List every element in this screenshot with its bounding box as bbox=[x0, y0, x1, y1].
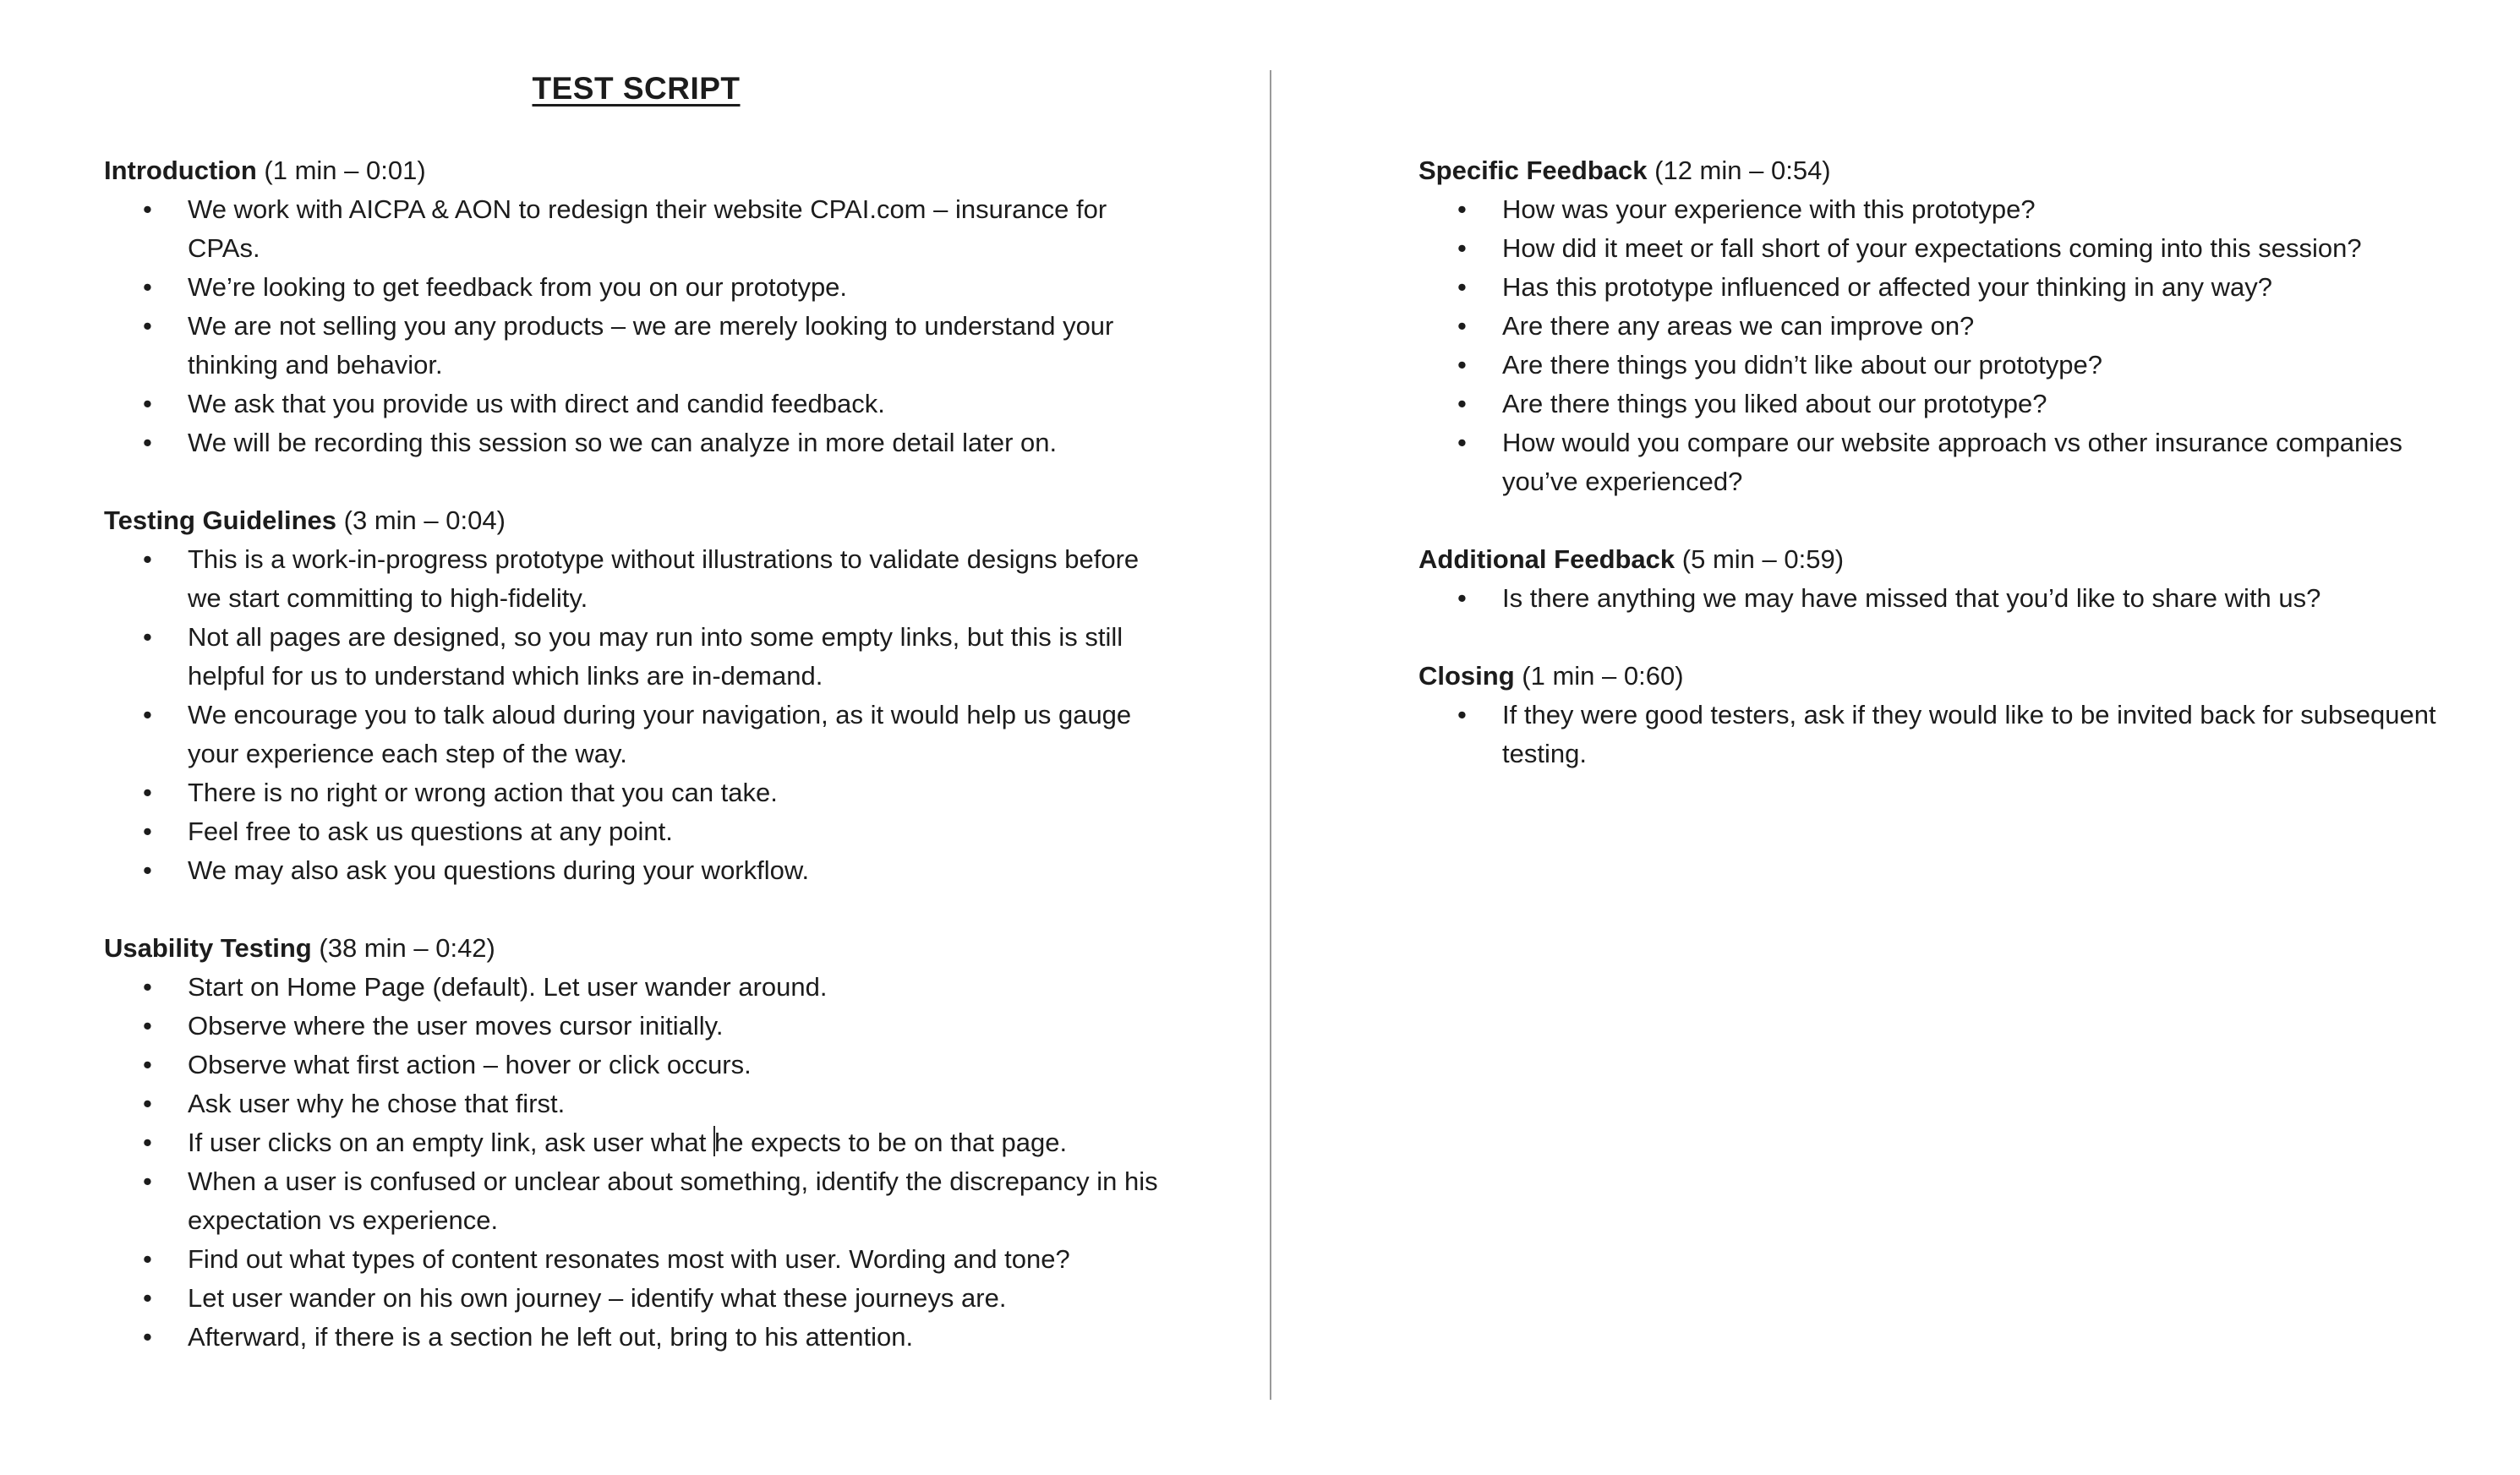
bullet-icon: • bbox=[143, 778, 152, 807]
bullet-text: Feel free to ask us questions at any point. bbox=[188, 817, 673, 846]
bullet-item bbox=[104, 812, 1168, 851]
bullet-icon: • bbox=[143, 855, 152, 885]
bullet-text: How was your experience with this prototype? bbox=[1502, 194, 2036, 224]
section-heading-timing: (5 min – 0:59) bbox=[1681, 544, 1845, 574]
bullet-icon: • bbox=[1457, 700, 1467, 729]
bullet-text: There is no right or wrong action that you can take. bbox=[188, 778, 778, 807]
bullet-list bbox=[1419, 190, 2467, 501]
bullet-item bbox=[104, 1279, 1168, 1318]
bullet-item bbox=[104, 1084, 1168, 1123]
bullet-text: Are there things you liked about our prototype? bbox=[1502, 389, 2047, 418]
bullet-item bbox=[104, 540, 1168, 618]
bullet-text: Are there things you didn’t like about our prototype? bbox=[1502, 350, 2103, 380]
section-introduction bbox=[104, 151, 1168, 462]
bullet-icon: • bbox=[143, 1050, 152, 1079]
bullet-item bbox=[1419, 268, 2467, 307]
bullet-icon: • bbox=[143, 622, 152, 652]
bullet-item bbox=[104, 423, 1168, 462]
bullet-icon: • bbox=[143, 1128, 152, 1157]
section-heading-title: Usability Testing bbox=[104, 933, 312, 963]
bullet-item bbox=[1419, 385, 2467, 423]
bullet-text: We’re looking to get feedback from you on our prototype. bbox=[188, 272, 848, 302]
bullet-text: Find out what types of content resonates most with user. Wording and tone? bbox=[188, 1244, 1070, 1274]
bullet-icon: • bbox=[143, 1089, 152, 1118]
bullet-item bbox=[104, 773, 1168, 812]
bullet-item bbox=[104, 1123, 1168, 1162]
bullet-text: Is there anything we may have missed that you’d like to share with us? bbox=[1502, 583, 2321, 613]
section-heading-title: Specific Feedback bbox=[1419, 156, 1648, 185]
bullet-item bbox=[104, 696, 1168, 773]
bullet-text: We work with AICPA & AON to redesign their website CPAI.com – insurance for CPAs. bbox=[188, 194, 1107, 263]
bullet-item bbox=[104, 618, 1168, 696]
section-heading-title: Testing Guidelines bbox=[104, 505, 337, 535]
section-heading bbox=[1419, 151, 2467, 190]
bullet-item bbox=[104, 851, 1168, 890]
bullet-icon: • bbox=[143, 194, 152, 224]
bullet-item bbox=[1419, 579, 2467, 618]
bullet-list bbox=[104, 968, 1168, 1357]
document-title: TEST SCRIPT bbox=[532, 71, 741, 106]
bullet-list bbox=[104, 540, 1168, 890]
bullet-item bbox=[1419, 307, 2467, 346]
bullet-text-before-caret: If user clicks on an empty link, ask user what bbox=[188, 1128, 713, 1157]
bullet-item bbox=[104, 1162, 1168, 1240]
right-sections bbox=[1419, 151, 2467, 773]
section-heading bbox=[104, 501, 1168, 540]
bullet-text: We are not selling you any products – we are merely looking to understand your thinking and behavior. bbox=[188, 311, 1114, 380]
section-heading-timing: (12 min – 0:54) bbox=[1654, 156, 1831, 185]
section-heading bbox=[1419, 657, 2467, 696]
bullet-text bbox=[188, 1128, 1067, 1157]
section-closing bbox=[1419, 657, 2467, 773]
section-heading-title: Additional Feedback bbox=[1419, 544, 1675, 574]
bullet-item bbox=[104, 307, 1168, 385]
bullet-item bbox=[1419, 346, 2467, 385]
bullet-item bbox=[104, 1240, 1168, 1279]
bullet-text: Observe where the user moves cursor initially. bbox=[188, 1011, 724, 1041]
bullet-text: We may also ask you questions during your workflow. bbox=[188, 855, 810, 885]
bullet-icon: • bbox=[143, 1283, 152, 1313]
bullet-text: How would you compare our website approach vs other insurance companies you’ve experienced? bbox=[1502, 428, 2402, 496]
bullet-text: When a user is confused or unclear about something, identify the discrepancy in his expectation vs experience. bbox=[188, 1166, 1158, 1235]
bullet-icon: • bbox=[143, 311, 152, 341]
bullet-text: Start on Home Page (default). Let user wander around. bbox=[188, 972, 828, 1002]
bullet-icon: • bbox=[143, 1011, 152, 1041]
bullet-icon: • bbox=[1457, 583, 1467, 613]
bullet-icon: • bbox=[143, 817, 152, 846]
bullet-item bbox=[104, 1318, 1168, 1357]
left-sections bbox=[104, 151, 1168, 1357]
bullet-text: We will be recording this session so we can analyze in more detail later on. bbox=[188, 428, 1058, 457]
bullet-text: If they were good testers, ask if they would like to be invited back for subsequent testing. bbox=[1502, 700, 2436, 768]
bullet-icon: • bbox=[1457, 350, 1467, 380]
bullet-item bbox=[1419, 423, 2467, 501]
section-heading bbox=[104, 929, 1168, 968]
section-testing-guidelines bbox=[104, 501, 1168, 890]
bullet-text-after-caret: he expects to be on that page. bbox=[713, 1128, 1068, 1157]
bullet-icon: • bbox=[1457, 272, 1467, 302]
bullet-text: We encourage you to talk aloud during your navigation, as it would help us gauge your experience each step of the way. bbox=[188, 700, 1132, 768]
bullet-icon: • bbox=[1457, 311, 1467, 341]
bullet-item bbox=[104, 190, 1168, 268]
section-heading-timing: (1 min – 0:01) bbox=[264, 156, 426, 185]
bullet-item bbox=[104, 268, 1168, 307]
bullet-text: How did it meet or fall short of your expectations coming into this session? bbox=[1502, 233, 2362, 263]
section-specific-feedback bbox=[1419, 151, 2467, 501]
bullet-text: Let user wander on his own journey – identify what these journeys are. bbox=[188, 1283, 1007, 1313]
bullet-icon: • bbox=[1457, 428, 1467, 457]
bullet-item bbox=[1419, 190, 2467, 229]
section-heading-timing: (38 min – 0:42) bbox=[319, 933, 495, 963]
bullet-icon: • bbox=[143, 1244, 152, 1274]
bullet-icon: • bbox=[143, 544, 152, 574]
right-column bbox=[1419, 151, 2467, 773]
bullet-item bbox=[1419, 696, 2467, 773]
bullet-item bbox=[104, 1046, 1168, 1084]
bullet-text: Are there any areas we can improve on? bbox=[1502, 311, 1975, 341]
section-usability-testing bbox=[104, 929, 1168, 1357]
bullet-text: Has this prototype influenced or affected your thinking in any way? bbox=[1502, 272, 2273, 302]
section-heading-title: Introduction bbox=[104, 156, 257, 185]
bullet-item bbox=[104, 968, 1168, 1007]
bullet-list bbox=[104, 190, 1168, 462]
bullet-text: We ask that you provide us with direct and candid feedback. bbox=[188, 389, 885, 418]
page-divider bbox=[1270, 70, 1271, 1400]
bullet-text: Not all pages are designed, so you may run into some empty links, but this is still helpful for us to understand which links are in-demand. bbox=[188, 622, 1123, 691]
bullet-icon: • bbox=[143, 972, 152, 1002]
section-additional-feedback bbox=[1419, 540, 2467, 618]
bullet-text: Ask user why he chose that first. bbox=[188, 1089, 566, 1118]
bullet-item bbox=[1419, 229, 2467, 268]
section-heading bbox=[1419, 540, 2467, 579]
bullet-icon: • bbox=[1457, 233, 1467, 263]
bullet-list bbox=[1419, 696, 2467, 773]
bullet-item bbox=[104, 1007, 1168, 1046]
section-heading bbox=[104, 151, 1168, 190]
left-column bbox=[104, 65, 1168, 1357]
bullet-text: Observe what first action – hover or click occurs. bbox=[188, 1050, 752, 1079]
bullet-text: This is a work-in-progress prototype without illustrations to validate designs before we start committing to high-fidelity. bbox=[188, 544, 1140, 613]
bullet-icon: • bbox=[143, 1166, 152, 1196]
bullet-icon: • bbox=[1457, 194, 1467, 224]
bullet-icon: • bbox=[143, 272, 152, 302]
bullet-icon: • bbox=[143, 428, 152, 457]
bullet-list bbox=[1419, 579, 2467, 618]
bullet-item bbox=[104, 385, 1168, 423]
bullet-icon: • bbox=[1457, 389, 1467, 418]
bullet-text: Afterward, if there is a section he left out, bring to his attention. bbox=[188, 1322, 914, 1352]
section-heading-title: Closing bbox=[1419, 661, 1515, 691]
bullet-icon: • bbox=[143, 1322, 152, 1352]
section-heading-timing: (3 min – 0:04) bbox=[343, 505, 506, 535]
bullet-icon: • bbox=[143, 389, 152, 418]
bullet-icon: • bbox=[143, 700, 152, 729]
section-heading-timing: (1 min – 0:60) bbox=[1522, 661, 1684, 691]
